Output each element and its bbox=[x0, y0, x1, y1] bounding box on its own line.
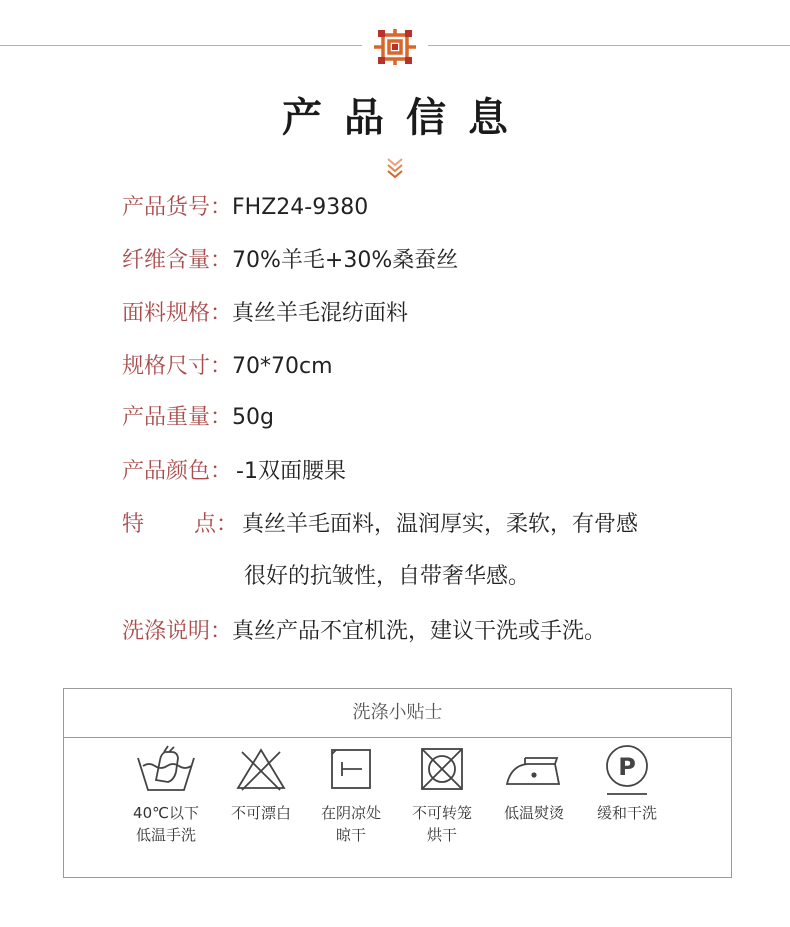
no-tumble-dry-icon bbox=[417, 744, 467, 794]
dry-in-shade-icon bbox=[326, 744, 376, 794]
care-symbol-dry-in-shade bbox=[311, 744, 391, 846]
info-value: 50g bbox=[232, 405, 274, 430]
low-iron-icon bbox=[503, 744, 565, 794]
info-row-fiber bbox=[122, 246, 458, 276]
care-caption: 不可漂白 bbox=[230, 804, 291, 822]
info-label: 规格尺寸： bbox=[122, 354, 233, 379]
care-caption: 低温熨烫 bbox=[503, 804, 564, 822]
feature-line-2: 很好的抗皱性，自带奢华感。 bbox=[244, 564, 531, 589]
hand-wash-icon bbox=[134, 744, 198, 794]
info-row-fabric bbox=[122, 299, 408, 329]
info-label: 产品重量： bbox=[122, 405, 233, 430]
care-symbol-no-bleach bbox=[221, 744, 301, 824]
no-bleach-icon bbox=[234, 744, 288, 794]
care-caption: 缓和干洗 bbox=[596, 804, 657, 822]
chevron-down-icon bbox=[385, 156, 405, 180]
care-symbol-low-iron bbox=[494, 744, 574, 824]
care-tips-box bbox=[63, 688, 732, 878]
care-caption: 不可转笼 烘干 bbox=[411, 804, 472, 844]
svg-text:P: P bbox=[618, 753, 636, 781]
chinese-knot-icon bbox=[374, 27, 416, 67]
info-value: 真丝产品不宜机洗，建议干洗或手洗。 bbox=[232, 619, 607, 644]
info-row-weight bbox=[122, 403, 274, 433]
header-divider-right bbox=[428, 45, 790, 46]
info-row-size bbox=[122, 352, 333, 382]
info-label: 产品货号： bbox=[122, 195, 233, 220]
care-symbol-no-tumble-dry bbox=[402, 744, 482, 846]
feature-line-1: 真丝羊毛面料，温润厚实，柔软，有骨感 bbox=[242, 512, 639, 537]
care-caption: 在阴凉处 晾干 bbox=[320, 804, 381, 844]
info-label: 纤维含量： bbox=[122, 248, 233, 273]
info-label: 面料规格： bbox=[122, 301, 233, 326]
care-tips-title: 洗涤小贴士 bbox=[64, 689, 731, 738]
page-title: 产品信息 bbox=[282, 95, 530, 141]
care-symbol-hand-wash bbox=[126, 744, 206, 846]
info-value: 70%羊毛+30%桑蚕丝 bbox=[232, 248, 459, 273]
info-value: 真丝羊毛混纺面料 bbox=[232, 301, 409, 326]
info-value: -1双面腰果 bbox=[236, 459, 346, 484]
info-value: FHZ24-9380 bbox=[232, 195, 369, 220]
header-divider-left bbox=[0, 45, 362, 46]
info-row-item-number bbox=[122, 193, 368, 223]
info-label: 洗涤说明： bbox=[122, 619, 233, 644]
dry-clean-p-icon bbox=[601, 744, 653, 800]
info-row-wash bbox=[122, 617, 606, 647]
info-value: 70*70cm bbox=[232, 354, 333, 379]
info-label: 产品颜色： bbox=[122, 459, 233, 484]
info-row-color bbox=[122, 457, 346, 487]
care-caption: 40℃以下 低温手洗 bbox=[133, 804, 199, 844]
care-symbol-dry-clean bbox=[587, 744, 667, 824]
